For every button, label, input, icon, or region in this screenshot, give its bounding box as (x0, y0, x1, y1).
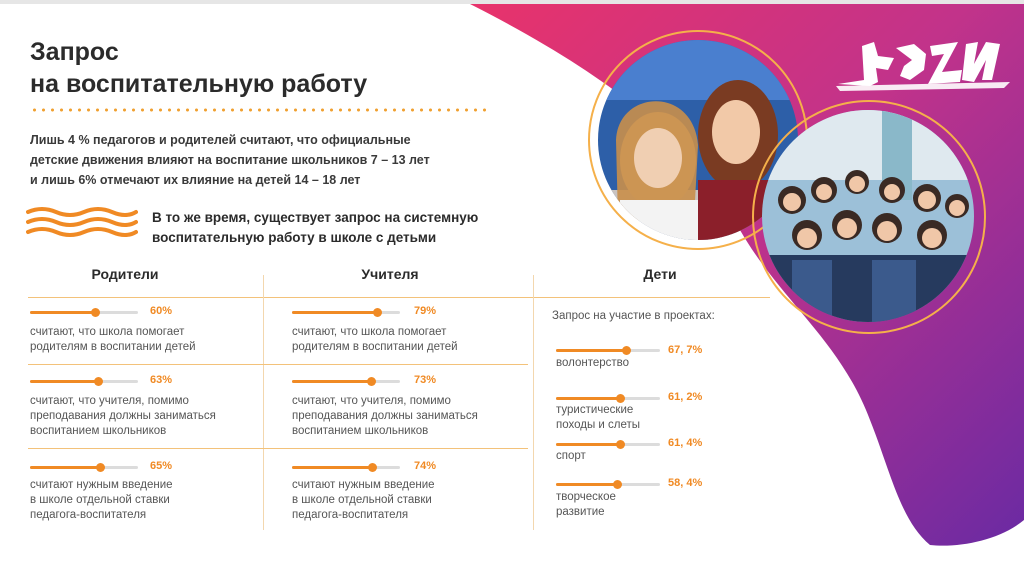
progress-fill (556, 443, 620, 446)
title-line: Запрос (30, 38, 119, 66)
progress-dot (613, 480, 622, 489)
header-divider (28, 297, 770, 298)
progress-fill (556, 483, 617, 486)
progress-dot (367, 377, 376, 386)
stat-line: преподавания должны заниматься (30, 410, 216, 422)
stat-description (30, 325, 196, 355)
row-divider (28, 364, 528, 365)
stat-line: походы и слеты (556, 419, 641, 431)
progress-bar (30, 311, 138, 314)
column-title-kids: Дети (643, 266, 677, 282)
column-divider (263, 275, 264, 530)
stat-description (292, 394, 478, 439)
stat-line: считают, что учителя, помимо (30, 395, 189, 407)
dotted-divider (30, 108, 492, 112)
stat-line: считают, что школа помогает (292, 326, 447, 338)
stat-percent: 79% (414, 305, 437, 317)
stat-percent: 74% (414, 460, 437, 472)
stat-line: в школе отдельной ставки (292, 494, 432, 506)
stat-description (556, 449, 586, 464)
stat-percent: 61, 2% (668, 391, 703, 403)
progress-bar (292, 466, 400, 469)
stat-line: педагога-воспитателя (30, 509, 147, 521)
accent-line: В то же время, существует запрос на системную (152, 210, 479, 225)
accent-text (152, 208, 572, 248)
stat-line: педагога-воспитателя (292, 509, 409, 521)
progress-fill (292, 466, 372, 469)
progress-fill (556, 349, 626, 352)
kids-intro-text: Запрос на участие в проектах: (552, 310, 715, 322)
stat-percent: 60% (150, 305, 173, 317)
stat-line: туристические (556, 404, 634, 416)
stat-description (556, 403, 640, 433)
progress-fill (30, 380, 98, 383)
stat-percent: 61, 4% (668, 437, 703, 449)
stat-description (556, 356, 629, 371)
column-title-parents: Родители (91, 266, 159, 282)
stat-line: спорт (556, 450, 586, 462)
intro-line: детские движения влияют на воспитание школьников 7 – 13 лет (30, 153, 430, 167)
rdsh-logo-icon (834, 36, 1014, 92)
stat-line: родителям в воспитании детей (30, 341, 196, 353)
progress-dot (368, 463, 377, 472)
progress-bar (292, 380, 400, 383)
accent-line: воспитательную работу в школе с детьми (152, 230, 437, 245)
stat-description (30, 394, 216, 439)
progress-bar (30, 380, 138, 383)
stat-line: воспитанием школьников (292, 425, 429, 437)
stat-line: считают нужным введение (292, 479, 435, 491)
stat-line: волонтерство (556, 357, 630, 369)
stat-description (292, 325, 458, 355)
intro-line: и лишь 6% отмечают их влияние на детей 14 – 18 лет (30, 173, 361, 187)
progress-fill (30, 311, 95, 314)
progress-bar (556, 483, 660, 486)
intro-text (30, 130, 500, 190)
stat-description (292, 478, 435, 523)
progress-dot (616, 394, 625, 403)
progress-dot (94, 377, 103, 386)
stat-percent: 58, 4% (668, 477, 703, 489)
page-title (30, 36, 367, 100)
stat-percent: 67, 7% (668, 344, 703, 356)
progress-fill (292, 380, 371, 383)
stat-percent: 73% (414, 374, 437, 386)
row-divider (28, 448, 528, 449)
progress-fill (292, 311, 377, 314)
progress-dot (616, 440, 625, 449)
progress-bar (292, 311, 400, 314)
stat-percent: 63% (150, 374, 173, 386)
progress-bar (556, 443, 660, 446)
stat-line: преподавания должны заниматься (292, 410, 478, 422)
progress-fill (556, 397, 620, 400)
stat-line: считают нужным введение (30, 479, 173, 491)
stat-line: в школе отдельной ставки (30, 494, 170, 506)
stat-percent: 65% (150, 460, 173, 472)
stat-line: считают, что школа помогает (30, 326, 185, 338)
column-title-teachers: Учителя (361, 266, 419, 282)
stat-line: родителям в воспитании детей (292, 341, 458, 353)
progress-dot (91, 308, 100, 317)
progress-fill (30, 466, 100, 469)
stat-line: развитие (556, 506, 605, 518)
progress-bar (556, 349, 660, 352)
stat-line: творческое (556, 491, 616, 503)
wave-decoration-icon (26, 206, 138, 238)
intro-line: Лишь 4 % педагогов и родителей считают, что официальные (30, 133, 411, 147)
photo-group (762, 110, 974, 322)
stat-line: воспитанием школьников (30, 425, 167, 437)
stat-description (30, 478, 173, 523)
stat-line: считают, что учителя, помимо (292, 395, 451, 407)
title-line: на воспитательную работу (30, 70, 368, 98)
stat-description (556, 490, 616, 520)
column-divider (533, 275, 534, 530)
progress-bar (556, 397, 660, 400)
progress-bar (30, 466, 138, 469)
